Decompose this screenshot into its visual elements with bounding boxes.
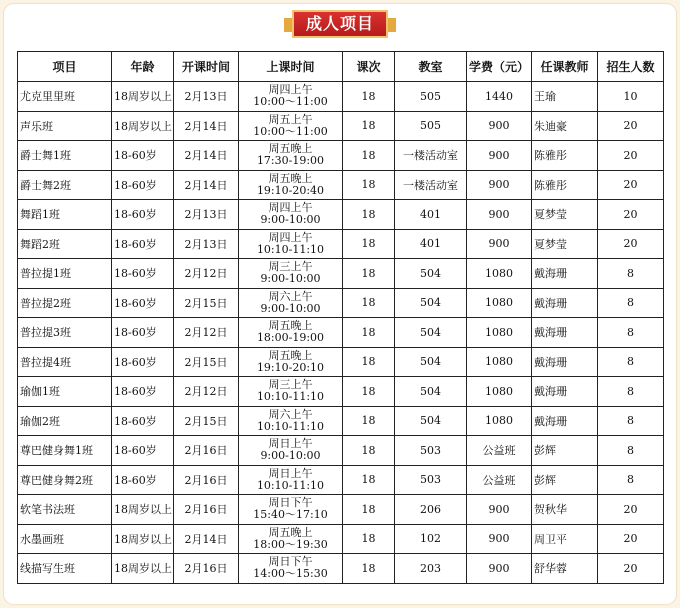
cell-sessions: 18: [343, 170, 395, 200]
table-header-row: [18, 52, 664, 82]
class-day: 周五晚上: [268, 142, 313, 156]
cell-class-time: [239, 141, 343, 171]
cell-fee: 900: [467, 495, 532, 525]
cell-project: 水墨画班: [18, 524, 112, 554]
cell-start-date: 2月16日: [174, 495, 239, 525]
cell-teacher: 戴海珊: [532, 347, 598, 377]
cell-project: 舞蹈1班: [18, 200, 112, 230]
cell-room: 401: [395, 200, 467, 230]
header-room: 教室: [395, 52, 467, 82]
table-row: [18, 524, 664, 554]
cell-age: 18-60岁: [112, 377, 174, 407]
cell-enrollment: 8: [598, 347, 664, 377]
table-row: [18, 111, 664, 141]
class-hours: 19:10-20:40: [256, 183, 325, 197]
cell-teacher: 戴海珊: [532, 318, 598, 348]
cell-class-time: [239, 465, 343, 495]
cell-room: 503: [395, 465, 467, 495]
cell-project: 软笔书法班: [18, 495, 112, 525]
header-start-date: 开课时间: [174, 52, 239, 82]
class-hours: 10:10-11:10: [256, 242, 325, 256]
cell-start-date: 2月14日: [174, 524, 239, 554]
class-hours: 18:00～19:30: [253, 537, 328, 551]
header-sessions: 课次: [343, 52, 395, 82]
cell-age: 18-60岁: [112, 406, 174, 436]
cell-fee: 1080: [467, 318, 532, 348]
class-hours: 10:10-11:10: [256, 478, 325, 492]
cell-project: 舞蹈2班: [18, 229, 112, 259]
cell-enrollment: 8: [598, 318, 664, 348]
cell-room: 504: [395, 318, 467, 348]
cell-teacher: 夏梦莹: [532, 229, 598, 259]
cell-age: 18-60岁: [112, 170, 174, 200]
cell-teacher: 戴海珊: [532, 406, 598, 436]
cell-enrollment: 20: [598, 495, 664, 525]
cell-age: 18-60岁: [112, 436, 174, 466]
cell-age: 18周岁以上: [112, 82, 174, 112]
cell-fee: 公益班: [467, 436, 532, 466]
cell-sessions: 18: [343, 554, 395, 584]
cell-sessions: 18: [343, 524, 395, 554]
cell-age: 18-60岁: [112, 259, 174, 289]
class-day: 周六上午: [268, 407, 313, 421]
table-row: [18, 347, 664, 377]
cell-room: 504: [395, 406, 467, 436]
cell-room: 102: [395, 524, 467, 554]
cell-room: 504: [395, 259, 467, 289]
cell-fee: 公益班: [467, 465, 532, 495]
class-day: 周日下午: [268, 555, 313, 569]
cell-teacher: 陈雅彤: [532, 141, 598, 171]
cell-enrollment: 8: [598, 436, 664, 466]
cell-age: 18-60岁: [112, 141, 174, 171]
cell-class-time: [239, 524, 343, 554]
cell-sessions: 18: [343, 377, 395, 407]
cell-start-date: 2月15日: [174, 347, 239, 377]
cell-start-date: 2月14日: [174, 111, 239, 141]
table-row: [18, 377, 664, 407]
cell-fee: 900: [467, 141, 532, 171]
cell-start-date: 2月12日: [174, 377, 239, 407]
cell-class-time: [239, 495, 343, 525]
class-day: 周四上午: [268, 201, 313, 215]
class-hours: 10:10-11:10: [256, 419, 325, 433]
cell-project: 尊巴健身舞2班: [18, 465, 112, 495]
class-hours: 9:00-10:00: [260, 272, 321, 286]
class-hours: 10:00～11:00: [253, 95, 328, 109]
cell-sessions: 18: [343, 465, 395, 495]
cell-start-date: 2月12日: [174, 259, 239, 289]
cell-age: 18-60岁: [112, 288, 174, 318]
table-row: [18, 170, 664, 200]
class-hours: 9:00-10:00: [260, 301, 321, 315]
cell-teacher: 周卫平: [532, 524, 598, 554]
class-day: 周日上午: [268, 466, 313, 480]
header-age: 年龄: [112, 52, 174, 82]
table-row: [18, 436, 664, 466]
cell-teacher: 贺秋华: [532, 495, 598, 525]
course-table: [17, 51, 664, 584]
class-day: 周五晚上: [268, 319, 313, 333]
cell-age: 18-60岁: [112, 229, 174, 259]
cell-class-time: [239, 200, 343, 230]
class-hours: 9:00-10:00: [260, 449, 321, 463]
header-class-time: 上课时间: [239, 52, 343, 82]
cell-class-time: [239, 82, 343, 112]
cell-class-time: [239, 259, 343, 289]
cell-teacher: 朱迪豪: [532, 111, 598, 141]
cell-teacher: 戴海珊: [532, 259, 598, 289]
table-row: [18, 465, 664, 495]
cell-project: 声乐班: [18, 111, 112, 141]
cell-fee: 1080: [467, 377, 532, 407]
cell-sessions: 18: [343, 229, 395, 259]
cell-sessions: 18: [343, 141, 395, 171]
cell-enrollment: 8: [598, 288, 664, 318]
cell-room: 401: [395, 229, 467, 259]
cell-age: 18-60岁: [112, 347, 174, 377]
cell-class-time: [239, 111, 343, 141]
cell-room: 203: [395, 554, 467, 584]
table-row: [18, 288, 664, 318]
header-enrollment: 招生人数: [598, 52, 664, 82]
cell-enrollment: 20: [598, 524, 664, 554]
table-row: [18, 141, 664, 171]
table-row: [18, 259, 664, 289]
cell-enrollment: 20: [598, 229, 664, 259]
cell-class-time: [239, 229, 343, 259]
cell-class-time: [239, 288, 343, 318]
cell-fee: 900: [467, 111, 532, 141]
cell-sessions: 18: [343, 111, 395, 141]
cell-start-date: 2月15日: [174, 288, 239, 318]
class-day: 周五上午: [268, 112, 313, 126]
cell-room: 206: [395, 495, 467, 525]
class-hours: 18:00-19:00: [256, 331, 325, 345]
table-row: [18, 554, 664, 584]
cell-project: 普拉提3班: [18, 318, 112, 348]
section-title: 成人项目: [292, 10, 388, 38]
class-hours: 10:00～11:00: [253, 124, 328, 138]
cell-room: 503: [395, 436, 467, 466]
cell-project: 瑜伽1班: [18, 377, 112, 407]
class-hours: 19:10-20:10: [256, 360, 325, 374]
cell-sessions: 18: [343, 288, 395, 318]
cell-fee: 900: [467, 554, 532, 584]
cell-age: 18周岁以上: [112, 524, 174, 554]
cell-enrollment: 10: [598, 82, 664, 112]
class-day: 周三上午: [268, 260, 313, 274]
cell-sessions: 18: [343, 200, 395, 230]
cell-enrollment: 20: [598, 200, 664, 230]
cell-room: 504: [395, 377, 467, 407]
cell-age: 18周岁以上: [112, 554, 174, 584]
cell-project: 瑜伽2班: [18, 406, 112, 436]
cell-sessions: 18: [343, 82, 395, 112]
cell-start-date: 2月15日: [174, 406, 239, 436]
cell-fee: 1080: [467, 406, 532, 436]
table-row: [18, 318, 664, 348]
cell-class-time: [239, 347, 343, 377]
cell-enrollment: 20: [598, 170, 664, 200]
cell-enrollment: 8: [598, 465, 664, 495]
cell-class-time: [239, 377, 343, 407]
class-day: 周五晚上: [268, 348, 313, 362]
header-project: 项目: [18, 52, 112, 82]
cell-start-date: 2月14日: [174, 141, 239, 171]
class-day: 周日下午: [268, 496, 313, 510]
cell-enrollment: 8: [598, 259, 664, 289]
table-row: [18, 200, 664, 230]
cell-project: 爵士舞1班: [18, 141, 112, 171]
class-day: 周四上午: [268, 230, 313, 244]
class-day: 周三上午: [268, 378, 313, 392]
class-day: 周六上午: [268, 289, 313, 303]
cell-enrollment: 20: [598, 111, 664, 141]
cell-enrollment: 8: [598, 406, 664, 436]
cell-project: 尤克里里班: [18, 82, 112, 112]
cell-teacher: 戴海珊: [532, 377, 598, 407]
cell-fee: 1080: [467, 347, 532, 377]
header-teacher: 任课教师: [532, 52, 598, 82]
cell-room: 504: [395, 347, 467, 377]
cell-class-time: [239, 406, 343, 436]
cell-room: 505: [395, 111, 467, 141]
cell-fee: 1440: [467, 82, 532, 112]
cell-project: 爵士舞2班: [18, 170, 112, 200]
class-hours: 15:40～17:10: [253, 508, 328, 522]
cell-start-date: 2月13日: [174, 229, 239, 259]
cell-project: 尊巴健身舞1班: [18, 436, 112, 466]
table-row: [18, 495, 664, 525]
cell-teacher: 陈雅彤: [532, 170, 598, 200]
class-day: 周五晚上: [268, 525, 313, 539]
cell-sessions: 18: [343, 436, 395, 466]
cell-teacher: 彭辉: [532, 465, 598, 495]
cell-project: 普拉提2班: [18, 288, 112, 318]
cell-sessions: 18: [343, 406, 395, 436]
cell-teacher: 王瑜: [532, 82, 598, 112]
cell-sessions: 18: [343, 259, 395, 289]
cell-teacher: 戴海珊: [532, 288, 598, 318]
cell-sessions: 18: [343, 495, 395, 525]
class-day: 周日上午: [268, 437, 313, 451]
cell-class-time: [239, 318, 343, 348]
cell-start-date: 2月16日: [174, 465, 239, 495]
class-hours: 17:30-19:00: [256, 154, 325, 168]
cell-start-date: 2月12日: [174, 318, 239, 348]
class-day: 周五晚上: [268, 171, 313, 185]
cell-start-date: 2月16日: [174, 436, 239, 466]
cell-room: 一楼活动室: [395, 170, 467, 200]
header-fee: 学费（元）: [467, 52, 532, 82]
cell-class-time: [239, 170, 343, 200]
cell-project: 线描写生班: [18, 554, 112, 584]
cell-fee: 900: [467, 200, 532, 230]
cell-start-date: 2月13日: [174, 200, 239, 230]
section-header: [0, 8, 680, 42]
cell-teacher: 舒华蓉: [532, 554, 598, 584]
cell-class-time: [239, 554, 343, 584]
cell-fee: 1080: [467, 288, 532, 318]
table-row: [18, 406, 664, 436]
cell-fee: 900: [467, 170, 532, 200]
cell-room: 504: [395, 288, 467, 318]
class-hours: 10:10-11:10: [256, 390, 325, 404]
cell-start-date: 2月16日: [174, 554, 239, 584]
cell-age: 18-60岁: [112, 465, 174, 495]
cell-project: 普拉提1班: [18, 259, 112, 289]
cell-class-time: [239, 436, 343, 466]
class-day: 周四上午: [268, 83, 313, 97]
table-row: [18, 229, 664, 259]
cell-sessions: 18: [343, 318, 395, 348]
cell-fee: 900: [467, 524, 532, 554]
cell-fee: 1080: [467, 259, 532, 289]
table-row: [18, 82, 664, 112]
cell-sessions: 18: [343, 347, 395, 377]
cell-room: 一楼活动室: [395, 141, 467, 171]
class-hours: 14:00～15:30: [253, 567, 328, 581]
class-hours: 9:00-10:00: [260, 213, 321, 227]
cell-age: 18-60岁: [112, 200, 174, 230]
cell-project: 普拉提4班: [18, 347, 112, 377]
cell-age: 18周岁以上: [112, 495, 174, 525]
cell-teacher: 彭辉: [532, 436, 598, 466]
cell-enrollment: 20: [598, 554, 664, 584]
cell-start-date: 2月13日: [174, 82, 239, 112]
cell-enrollment: 20: [598, 141, 664, 171]
cell-age: 18周岁以上: [112, 111, 174, 141]
cell-enrollment: 8: [598, 377, 664, 407]
cell-start-date: 2月14日: [174, 170, 239, 200]
cell-room: 505: [395, 82, 467, 112]
cell-age: 18-60岁: [112, 318, 174, 348]
cell-teacher: 夏梦莹: [532, 200, 598, 230]
cell-fee: 900: [467, 229, 532, 259]
